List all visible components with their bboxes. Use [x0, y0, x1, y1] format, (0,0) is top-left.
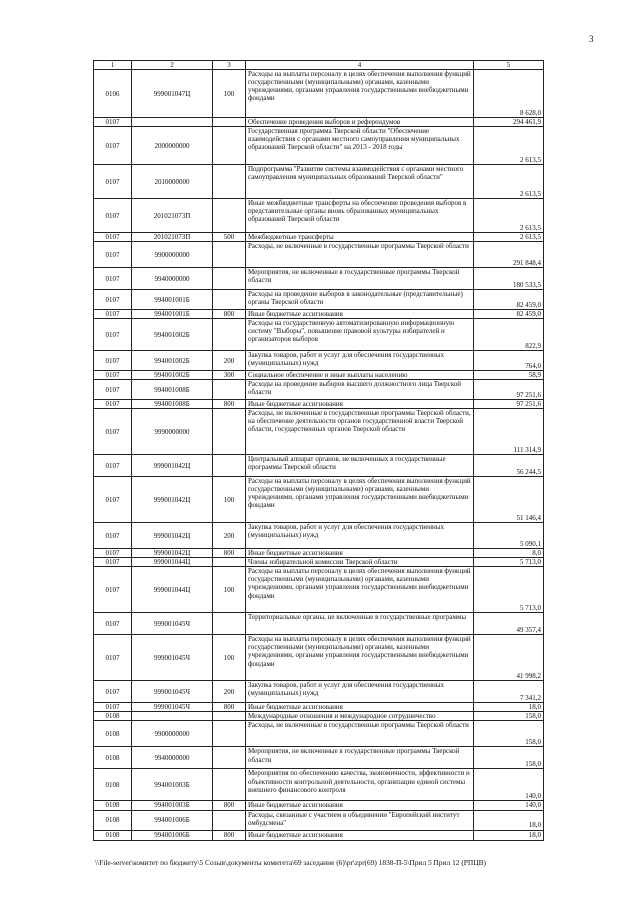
cell-c5: 2 613,5	[474, 233, 544, 242]
cell-c5: 158,0	[474, 721, 544, 747]
cell-c4: Иные бюджетные ассигнования	[246, 549, 474, 558]
cell-c4: Расходы на выплаты персоналу в целях обеспечения выполнения функций государственными (муниципальными) органами, казенными учреждениями, органами управления государственными внебюджетными фондами	[246, 635, 474, 681]
table-row	[94, 310, 544, 319]
cell-c5: 2 613,5	[474, 165, 544, 199]
cell-c5: 158,0	[474, 747, 544, 769]
cell-c2: 9990000000	[132, 409, 213, 455]
cell-c3	[213, 127, 246, 165]
table-row	[94, 567, 544, 613]
table-row	[94, 268, 544, 290]
cell-c3	[213, 613, 246, 635]
cell-c4: Иные бюджетные ассигнования	[246, 801, 474, 810]
cell-c4: Расходы, не включенные в государственные программы Тверской области	[246, 242, 474, 268]
cell-c2: 994001002Б	[132, 351, 213, 371]
cell-c5: 111 314,9	[474, 409, 544, 455]
cell-c5: 56 244,5	[474, 455, 544, 477]
cell-c1: 0107	[94, 635, 132, 681]
table-row	[94, 242, 544, 268]
cell-c1: 0107	[94, 477, 132, 523]
table-row	[94, 635, 544, 681]
cell-c1: 0107	[94, 268, 132, 290]
cell-c4: Расходы на выплаты персоналу в целях обеспечения выполнения функций государственными (муниципальными) органами, казенными учреждениями, органами управления государственными внебюджетными фондами	[246, 477, 474, 523]
cell-c4: Расходы, не включенные в государственные программы Тверской области	[246, 721, 474, 747]
cell-c2: 999001047Ц	[132, 70, 213, 118]
cell-c5: 49 357,4	[474, 613, 544, 635]
cell-c4: Территориальные органы, не включенные в государственные программы	[246, 613, 474, 635]
cell-c1: 0107	[94, 199, 132, 233]
cell-c4: Центральный аппарат органов, не включенных в государственные программы Тверской области	[246, 455, 474, 477]
cell-c4: Иные бюджетные ассигнования	[246, 703, 474, 712]
cell-c4: Расходы на проведение выборов в законодательные (представительные) органы Тверской области	[246, 290, 474, 310]
cell-c2: 994001006Б	[132, 810, 213, 830]
table-row	[94, 400, 544, 409]
cell-c2: 994001008Б	[132, 380, 213, 400]
cell-c5: 5 713,0	[474, 567, 544, 613]
cell-c5: 140,0	[474, 801, 544, 810]
cell-c2: 994001001Б	[132, 310, 213, 319]
cell-c1: 0108	[94, 801, 132, 810]
cell-c5: 58,9	[474, 371, 544, 380]
cell-c3	[213, 319, 246, 351]
cell-c5: 97 251,6	[474, 400, 544, 409]
cell-c1: 0107	[94, 455, 132, 477]
cell-c1: 0107	[94, 127, 132, 165]
table-row	[94, 703, 544, 712]
cell-c5: 18,0	[474, 830, 544, 840]
cell-c1: 0108	[94, 769, 132, 801]
cell-c3	[213, 199, 246, 233]
cell-c5: 822,9	[474, 319, 544, 351]
cell-c2: 9940000000	[132, 747, 213, 769]
table-row	[94, 165, 544, 199]
cell-c2: 999001045Ч	[132, 703, 213, 712]
cell-c5: 158,0	[474, 712, 544, 721]
cell-c3: 800	[213, 400, 246, 409]
cell-c5: 5 713,0	[474, 558, 544, 567]
cell-c1: 0107	[94, 351, 132, 371]
cell-c4: Мероприятия, не включенные в государственные программы Тверской области	[246, 747, 474, 769]
cell-c1: 0108	[94, 830, 132, 840]
cell-c2: 999001045Ч	[132, 635, 213, 681]
cell-c5: 2 613,5	[474, 127, 544, 165]
cell-c4: Расходы, не включенные в государственные программы Тверской области, на обеспечение деятельности органов государственной власти Тверской области, государственных органов Тверской области	[246, 409, 474, 455]
cell-c3	[213, 290, 246, 310]
cell-c2	[132, 118, 213, 127]
cell-c1: 0107	[94, 380, 132, 400]
cell-c2: 999001045Ч	[132, 613, 213, 635]
cell-c4: Расходы, связанные с участием в объединении "Европейский институт омбудсмена"	[246, 810, 474, 830]
cell-c4: Иные межбюджетные трансферты на обеспечение проведения выборов в представительные органы вновь образованных муниципальных образований Тверской области	[246, 199, 474, 233]
cell-c4: Члены избирательной комиссии Тверской области	[246, 558, 474, 567]
cell-c5: 8,0	[474, 549, 544, 558]
cell-c3: 800	[213, 549, 246, 558]
cell-c3	[213, 118, 246, 127]
cell-c5: 140,0	[474, 769, 544, 801]
cell-c1: 0107	[94, 549, 132, 558]
cell-c3	[213, 409, 246, 455]
cell-c3: 200	[213, 351, 246, 371]
cell-c3	[213, 558, 246, 567]
table-row	[94, 810, 544, 830]
cell-c3: 200	[213, 523, 246, 549]
cell-c2: 994001003Б	[132, 801, 213, 810]
header-cell: 5	[474, 61, 544, 70]
table-row	[94, 523, 544, 549]
cell-c3: 300	[213, 371, 246, 380]
cell-c5: 8 628,0	[474, 70, 544, 118]
cell-c2: 201021073П	[132, 233, 213, 242]
cell-c1: 0107	[94, 233, 132, 242]
table-row	[94, 118, 544, 127]
cell-c1: 0107	[94, 118, 132, 127]
cell-c1: 0107	[94, 371, 132, 380]
table-row	[94, 371, 544, 380]
table-row	[94, 455, 544, 477]
table-header-row	[94, 61, 544, 70]
cell-c3: 100	[213, 477, 246, 523]
table-row	[94, 747, 544, 769]
cell-c5: 82 459,0	[474, 290, 544, 310]
cell-c5: 18,0	[474, 810, 544, 830]
cell-c1: 0107	[94, 165, 132, 199]
table-row	[94, 70, 544, 118]
cell-c4: Подпрограмма "Развитие системы взаимодействия с органами местного самоуправления муниципальных образований Тверской области"	[246, 165, 474, 199]
table-row	[94, 830, 544, 840]
cell-c3	[213, 810, 246, 830]
cell-c3: 200	[213, 681, 246, 703]
table-row	[94, 319, 544, 351]
cell-c1: 0108	[94, 810, 132, 830]
cell-c4: Мероприятия, не включенные в государственные программы Тверской области	[246, 268, 474, 290]
cell-c3	[213, 268, 246, 290]
cell-c4: Социальное обеспечение и иные выплаты населению	[246, 371, 474, 380]
cell-c1: 0107	[94, 523, 132, 549]
table-row	[94, 199, 544, 233]
cell-c3: 500	[213, 233, 246, 242]
header-cell: 2	[132, 61, 213, 70]
table-row	[94, 380, 544, 400]
table-row	[94, 681, 544, 703]
cell-c2: 999001044Ц	[132, 558, 213, 567]
table-row	[94, 558, 544, 567]
cell-c2: 9940000000	[132, 268, 213, 290]
table-row	[94, 409, 544, 455]
cell-c2: 994001002Б	[132, 371, 213, 380]
cell-c5: 51 146,4	[474, 477, 544, 523]
header-cell: 1	[94, 61, 132, 70]
cell-c4: Мероприятия по обеспечению качества, экономичности, эффективности и объективности контрольной деятельности, организации единой системы внешнего финансового контроля	[246, 769, 474, 801]
cell-c2: 994001001Б	[132, 290, 213, 310]
cell-c3: 800	[213, 703, 246, 712]
cell-c1: 0107	[94, 703, 132, 712]
cell-c3: 100	[213, 567, 246, 613]
cell-c1: 0107	[94, 400, 132, 409]
cell-c3	[213, 721, 246, 747]
cell-c3	[213, 455, 246, 477]
cell-c5: 2 613,5	[474, 199, 544, 233]
cell-c4: Расходы на государственную автоматизированную информационную систему "Выборы", повышение правовой культуры избирателей и организаторов выборов	[246, 319, 474, 351]
cell-c2: 994001002Б	[132, 319, 213, 351]
table-row	[94, 477, 544, 523]
cell-c2: 999001044Ц	[132, 567, 213, 613]
cell-c2: 9900000000	[132, 242, 213, 268]
cell-c4: Межбюджетные трансферты	[246, 233, 474, 242]
cell-c4: Закупка товаров, работ и услуг для обеспечения государственных (муниципальных) нужд	[246, 523, 474, 549]
cell-c1: 0107	[94, 613, 132, 635]
cell-c4: Обеспечение проведения выборов и референдумов	[246, 118, 474, 127]
cell-c1: 0107	[94, 567, 132, 613]
cell-c5: 82 459,0	[474, 310, 544, 319]
table-body	[94, 70, 544, 840]
cell-c4: Иные бюджетные ассигнования	[246, 830, 474, 840]
cell-c4: Иные бюджетные ассигнования	[246, 400, 474, 409]
cell-c3: 100	[213, 635, 246, 681]
cell-c2: 999001042Ц	[132, 477, 213, 523]
file-path-footer: \\File-server\комитет по бюджету\5 Созыв\документы комитета\69 заседание (6)\pr\zpr(69) 1838-П-5\Прил 5 Прил 12 (РПЦВ)	[95, 858, 486, 867]
cell-c5: 7 341,2	[474, 681, 544, 703]
cell-c2: 994001006Б	[132, 830, 213, 840]
cell-c4: Расходы на проведение выборов высшего должностного лица Тверской области	[246, 380, 474, 400]
cell-c3	[213, 242, 246, 268]
cell-c5: 5 090,1	[474, 523, 544, 549]
cell-c5: 97 251,6	[474, 380, 544, 400]
cell-c4: Иные бюджетные ассигнования	[246, 310, 474, 319]
cell-c1: 0107	[94, 310, 132, 319]
cell-c3: 100	[213, 70, 246, 118]
cell-c4: Международные отношения и международное сотрудничество	[246, 712, 474, 721]
cell-c4: Государственная программа Тверской области "Обеспечение взаимодействия с органами местного самоуправления муниципальных образований Тверской области" на 2013 - 2018 годы	[246, 127, 474, 165]
cell-c1: 0108	[94, 712, 132, 721]
table-row	[94, 290, 544, 310]
table-row	[94, 233, 544, 242]
cell-c2: 994001008Б	[132, 400, 213, 409]
table-row	[94, 351, 544, 371]
cell-c3	[213, 769, 246, 801]
cell-c5: 291 848,4	[474, 242, 544, 268]
table-row	[94, 769, 544, 801]
cell-c3	[213, 380, 246, 400]
cell-c5: 41 998,2	[474, 635, 544, 681]
cell-c2: 999001045Ч	[132, 681, 213, 703]
cell-c3	[213, 712, 246, 721]
cell-c3: 800	[213, 830, 246, 840]
cell-c3: 800	[213, 310, 246, 319]
table-row	[94, 613, 544, 635]
cell-c2: 2010000000	[132, 165, 213, 199]
cell-c1: 0107	[94, 242, 132, 268]
cell-c1: 0107	[94, 558, 132, 567]
table-row	[94, 801, 544, 810]
cell-c3	[213, 747, 246, 769]
cell-c2: 201021073П	[132, 199, 213, 233]
cell-c5: 764,0	[474, 351, 544, 371]
cell-c1: 0107	[94, 319, 132, 351]
cell-c1: 0107	[94, 409, 132, 455]
header-cell: 4	[246, 61, 474, 70]
cell-c2: 9900000000	[132, 721, 213, 747]
cell-c1: 0106	[94, 70, 132, 118]
table-row	[94, 127, 544, 165]
cell-c3	[213, 165, 246, 199]
cell-c4: Закупка товаров, работ и услуг для обеспечения государственных (муниципальных) нужд	[246, 351, 474, 371]
cell-c4: Расходы на выплаты персоналу в целях обеспечения выполнения функций государственными (муниципальными) органами, казенными учреждениями, органами управления государственными внебюджетными фондами	[246, 70, 474, 118]
page-number: 3	[589, 34, 594, 44]
cell-c5: 294 461,9	[474, 118, 544, 127]
cell-c2: 999001042Ц	[132, 455, 213, 477]
cell-c2: 999001042Ц	[132, 549, 213, 558]
cell-c5: 180 533,5	[474, 268, 544, 290]
cell-c2: 999001042Ц	[132, 523, 213, 549]
cell-c5: 18,0	[474, 703, 544, 712]
header-cell: 3	[213, 61, 246, 70]
cell-c1: 0108	[94, 721, 132, 747]
cell-c2: 2000000000	[132, 127, 213, 165]
budget-table	[93, 60, 544, 841]
cell-c4: Расходы на выплаты персоналу в целях обеспечения выполнения функций государственными (муниципальными) органами, казенными учреждениями, органами управления государственными внебюджетными фондами	[246, 567, 474, 613]
cell-c1: 0107	[94, 681, 132, 703]
table-row	[94, 712, 544, 721]
cell-c3: 800	[213, 801, 246, 810]
cell-c1: 0107	[94, 290, 132, 310]
cell-c1: 0108	[94, 747, 132, 769]
cell-c2	[132, 712, 213, 721]
table-row	[94, 721, 544, 747]
table-row	[94, 549, 544, 558]
cell-c2: 994001003Б	[132, 769, 213, 801]
cell-c4: Закупка товаров, работ и услуг для обеспечения государственных (муниципальных) нужд	[246, 681, 474, 703]
